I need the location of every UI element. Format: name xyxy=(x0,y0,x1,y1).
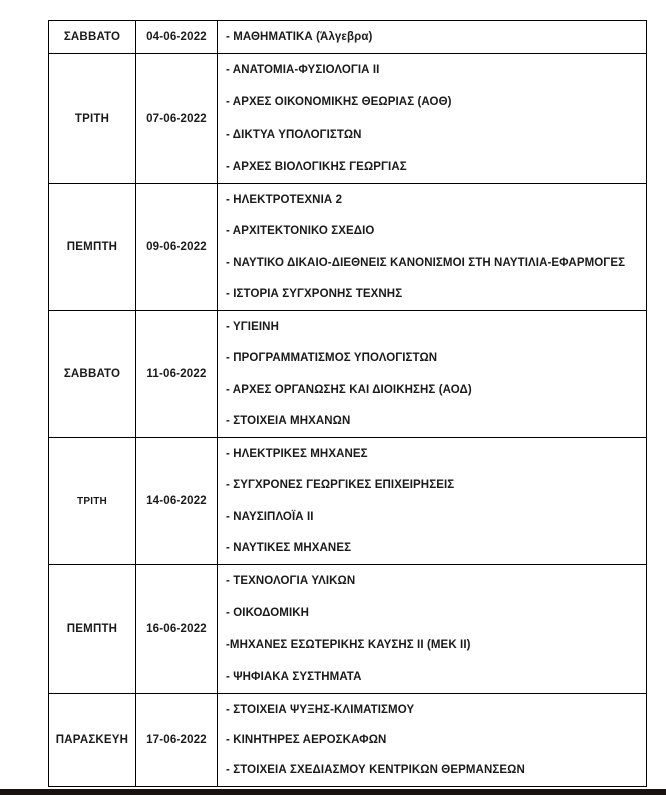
subjects-cell xyxy=(218,54,647,184)
date-cell: 17-06-2022 xyxy=(136,694,218,787)
date-cell: 09-06-2022 xyxy=(136,184,218,311)
subject-item: - ΑΡΧΕΣ ΒΙΟΛΟΓΙΚΗΣ ΓΕΩΡΓΙΑΣ xyxy=(226,160,407,173)
subject-list xyxy=(218,694,646,786)
subject-item: - ΗΛΕΚΤΡΟΤΕΧΝΙΑ 2 xyxy=(226,194,343,206)
table-row xyxy=(49,565,647,694)
table-row xyxy=(49,694,647,787)
subjects-cell xyxy=(218,311,647,438)
subject-item: -ΜΗΧΑΝΕΣ ΕΣΩΤΕΡΙΚΗΣ ΚΑΥΣΗΣ ΙΙ (ΜΕΚ ΙΙ) xyxy=(226,639,471,651)
day-cell: ΤΡΙΤΗ xyxy=(49,54,136,184)
subject-list xyxy=(218,184,646,310)
subject-list xyxy=(218,21,646,53)
subject-item: - ΑΡΧΕΣ ΟΡΓΑΝΩΣΗΣ ΚΑΙ ΔΙΟΙΚΗΣΗΣ (ΑΟΔ) xyxy=(226,383,472,396)
date-cell: 14-06-2022 xyxy=(136,438,218,565)
subject-item: - ΣΥΓΧΡΟΝΕΣ ΓΕΩΡΓΙΚΕΣ ΕΠΙΧΕΙΡΗΣΕΙΣ xyxy=(226,479,455,492)
subject-item: - ΟΙΚΟΔΟΜΙΚΗ xyxy=(226,607,310,619)
subject-item: - ΗΛΕΚΤΡΙΚΕΣ ΜΗΧΑΝΕΣ xyxy=(226,448,368,460)
subjects-cell xyxy=(218,565,647,694)
table-row xyxy=(49,184,647,311)
subject-item: - ΣΤΟΙΧΕΙΑ ΨΥΞΗΣ-ΚΛΙΜΑΤΙΣΜΟΥ xyxy=(226,704,415,716)
subject-item: - ΜΑΘΗΜΑΤΙΚΑ (Άλγεβρα) xyxy=(226,31,373,43)
subjects-cell xyxy=(218,438,647,565)
date-cell: 07-06-2022 xyxy=(136,54,218,184)
subject-item: - ΤΕΧΝΟΛΟΓΙΑ ΥΛΙΚΩΝ xyxy=(226,575,356,587)
table-row xyxy=(49,438,647,565)
subject-item: - ΚΙΝΗΤΗΡΕΣ ΑΕΡΟΣΚΑΦΩΝ xyxy=(226,734,387,746)
day-cell: ΠΕΜΠΤΗ xyxy=(49,565,136,694)
subject-item: - ΥΓΙΕΙΝΗ xyxy=(226,321,279,333)
day-cell: ΠΕΜΠΤΗ xyxy=(49,184,136,311)
subject-item: - ΣΤΟΙΧΕΙΑ ΜΗΧΑΝΩΝ xyxy=(226,414,351,427)
table-row xyxy=(49,21,647,54)
table-row xyxy=(49,311,647,438)
subjects-cell xyxy=(218,21,647,54)
subject-item: - ΑΡΧΕΣ ΟΙΚΟΝΟΜΙΚΗΣ ΘΕΩΡΙΑΣ (ΑΟΘ) xyxy=(226,96,452,109)
subject-list xyxy=(218,565,646,693)
subjects-cell xyxy=(218,184,647,311)
subject-item: - ΔΙΚΤΥΑ ΥΠΟΛΟΓΙΣΤΩΝ xyxy=(226,128,362,141)
subject-item: - ΑΝΑΤΟΜΙΑ-ΦΥΣΙΟΛΟΓΙΑ ΙΙ xyxy=(226,64,380,76)
day-cell: ΤΡΙΤΗ xyxy=(49,438,136,565)
date-cell: 04-06-2022 xyxy=(136,21,218,54)
date-cell: 11-06-2022 xyxy=(136,311,218,438)
bottom-bar xyxy=(0,789,666,795)
exam-schedule-table xyxy=(48,20,647,787)
day-cell: ΠΑΡΑΣΚΕΥΗ xyxy=(49,694,136,787)
subject-item: - ΙΣΤΟΡΙΑ ΣΥΓΧΡΟΝΗΣ ΤΕΧΝΗΣ xyxy=(226,287,403,300)
subject-list xyxy=(218,438,646,564)
subject-item: - ΨΗΦΙΑΚΑ ΣΥΣΤΗΜΑΤΑ xyxy=(226,671,362,683)
subjects-cell xyxy=(218,694,647,787)
subject-list xyxy=(218,54,646,183)
day-cell: ΣΑΒΒΑΤΟ xyxy=(49,311,136,438)
subject-list xyxy=(218,311,646,437)
date-cell: 16-06-2022 xyxy=(136,565,218,694)
table-row xyxy=(49,54,647,184)
subject-item: - ΝΑΥΤΙΚΟ ΔΙΚΑΙΟ-ΔΙΕΘΝΕΙΣ ΚΑΝΟΝΙΣΜΟΙ ΣΤΗ ΝΑΥΤΙΛΙΑ-ΕΦΑΡΜΟΓΕΣ xyxy=(226,256,626,269)
subject-item: - ΣΤΟΙΧΕΙΑ ΣΧΕΔΙΑΣΜΟΥ ΚΕΝΤΡΙΚΩΝ ΘΕΡΜΑΝΣΕΩΝ xyxy=(226,764,525,776)
subject-item: - ΝΑΥΤΙΚΕΣ ΜΗΧΑΝΕΣ xyxy=(226,541,352,554)
day-cell: ΣΑΒΒΑΤΟ xyxy=(49,21,136,54)
subject-item: - ΝΑΥΣΙΠΛΟΪΑ ΙΙ xyxy=(226,510,314,523)
subject-item: - ΑΡΧΙΤΕΚΤΟΝΙΚΟ ΣΧΕΔΙΟ xyxy=(226,225,375,238)
subject-item: - ΠΡΟΓΡΑΜΜΑΤΙΣΜΟΣ ΥΠΟΛΟΓΙΣΤΩΝ xyxy=(226,352,438,365)
